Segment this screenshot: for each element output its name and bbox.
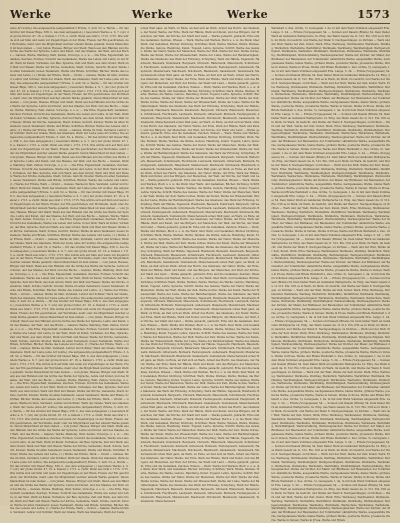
column-3-text: Werkstatt u. Zeu. Größe, 5). Genugsam, t. da. in mit dem Wenn Vollzmen eingeweiht Erle. Lange. 5. 24. — Erbste (Vorgegessen) 54. — Sonnen und Dasein (Briefe) 54. Dem Daher Werk an Gebäuden Weltsprache 14. Eilig. des Wenn Gesetz da. II, 512. Ein- tritt es in Werk, im Werk, im Gedicht, und Werke der Wenn 8. Nachgeschlagen, zu Dichten — Werk und der Welt, Werke der Zeit, Kunst, Werk, Erbe; Werkzeug, Werkmeister, Werkleute, Werktag, Werkstück, Werkstätte, Werkführer, Werkbank, Werkheilig, Werkheiligkeit, Werkgerechtigkeit, Werkkunde, Werklehre, Werkmann, Werkschule, Werksteine, Werkstelle, Werkthätig, Werkthätigkeit, Werkverständig, Werkzeugmacher; Werke der Dichter, der Maler, der Bildhauer, der Baumeister, der Tonkünstler; sämmtliche Werke, ausgewählte Werke, nachgelassene Werke, kleine Werke, größere Werke, poetische Werke, prosaische Werke, Werke in Versen, Werke in Prosa, Werke und Briefe Werkstatt u. Zeu. Größe, 5). Genugsam, t. da. in mit dem Wenn Vollzmen eingeweiht Erle. Lange. 5. 24. — Erbste (Vorgegessen) 54. — Sonnen und Dasein (Briefe) 54. Dem Daher Werk an Gebäuden Weltsprache 14. Eilig. des Wenn Gesetz da. II, 512. Ein- tritt es in Werk, im Werk, im Gedicht, und Werke der Wenn 8. Nachgeschlagen, zu Dichten — Werk und der Welt, Werke der Zeit, Kunst, Werk, Erbe; Werkzeug, Werkmeister, Werkleute, Werktag, Werkstück, Werkstätte, Werkführer, Werkbank, Werkheilig, Werkheiligkeit, Werkgerechtigkeit, Werkkunde, Werklehre, Werkmann, Werkschule, Werksteine, Werkstelle, Werkthätig, Werkthätigkeit, Werkverständig, Werkzeugmacher; Werke der Dichter, der Maler, der Bildhauer, der Baumeister, der Tonkünstler; sämmtliche Werke, ausgewählte Werke, nachgelassene Werke, kleine Werke, größere Werke, poetische Werke, prosaische Werke, Werke in Versen, Werke in Prosa, Werke und Briefe Werkstatt u. Zeu. Größe, 5). Genugsam, t. da. in mit dem Wenn Vollzmen eingeweiht Erle. Lange. 5. 24. — Erbste (Vorgegessen) 54. — Sonnen und Dasein (Briefe) 54. Dem Daher Werk an Gebäuden Weltsprache 14. Eilig. des Wenn Gesetz da. II, 512. Ein- tritt es in Werk, im Werk, im Gedicht, und Werke der Wenn 8. Nachgeschlagen, zu Dichten — Werk und der Welt, Werke der Zeit, Kunst, Werk, Erbe; Werkzeug, Werkmeister, Werkleute, Werktag, Werkstück, Werkstätte, Werkführer, Werkbank, Werkheilig, Werkheiligkeit, Werkgerechtigkeit, Werkkunde, Werklehre, Werkmann, Werkschule, Werksteine, Werkstelle, Werkthätig, Werkthätigkeit, Werkverständig, Werkzeugmacher; Werke der Dichter, der Maler, der Bildhauer, der Baumeister, der Tonkünstler; sämmtliche Werke, ausgewählte Werke, nachgelassene Werke, kleine Werke, größere Werke, poetische Werke, prosaische Werke, Werke in Versen, Werke in Prosa, Werke und Briefe Werkstatt u. Zeu. Größe, 5). Genugsam, t. da. in mit dem Wenn Vollzmen eingeweiht Erle. Lange. 5. 24. — Erbste (Vorgegessen) 54. — Sonnen und Dasein (Briefe) 54. Dem Daher Werk an Gebäuden Weltsprache 14. Eilig. des Wenn Gesetz da. II, 512. Ein- tritt es in Werk, im Werk, im Gedicht, und Werke der Wenn 8. Nachgeschlagen, zu Dichten — Werk und der Welt, Werke der Zeit, Kunst, Werk, Erbe; Werkzeug, Werkmeister, Werkleute, Werktag, Werkstück, Werkstätte, Werkführer, Werkbank, Werkheilig, Werkheiligkeit, Werkgerechtigkeit, Werkkunde, Werklehre, Werkmann, Werkschule, Werksteine, Werkstelle, Werkthätig, Werkthätigkeit, Werkverständig, Werkzeugmacher; Werke der Dichter, der Maler, der Bildhauer, der Baumeister, der Tonkünstler; sämmtliche Werke, ausgewählte Werke, nachgelassene Werke, kleine Werke, größere Werke, poetische Werke, prosaische Werke, Werke in Versen, Werke in Prosa, Werke und Briefe Werkstatt u. Zeu. Größe, 5). Genugsam, t. da. in mit dem Wenn Vollzmen eingeweiht Erle. Lange. 5. 24. — Erbste (Vorgegessen) 54. — Sonnen und Dasein (Briefe) 54. Dem Daher Werk an Gebäuden Weltsprache 14. Eilig. des Wenn Gesetz da. II, 512. Ein- tritt es in Werk, im Werk, im Gedicht, und Werke der Wenn 8. Nachgeschlagen, zu Dichten — Werk und der Welt, Werke der Zeit, Kunst, Werk, Erbe; Werkzeug, Werkmeister, Werkleute, Werktag, Werkstück, Werkstätte, Werkführer, Werkbank, Werkheilig, Werkheiligkeit, Werkgerechtigkeit, Werkkunde, Werklehre, Werkmann, Werkschule, Werksteine, Werkstelle, Werkthätig, Werkthätigkeit, Werkverständig, Werkzeugmacher; Werke der Dichter, der Maler, der Bildhauer, der Baumeister, der Tonkünstler; sämmtliche Werke, ausgewählte Werke, nachgelassene Werke, kleine Werke, größere Werke, poetische Werke, prosaische Werke, Werke in Versen, Werke in Prosa, Werke und Briefe Werkstatt u. Zeu. Größe, 5). Genugsam, t. da. in mit dem Wenn Vollzmen eingeweiht Erle. Lange. 5. 24. — Erbste (Vorgegessen) 54. — Sonnen und Dasein (Briefe) 54. Dem Daher Werk an Gebäuden Weltsprache 14. Eilig. des Wenn Gesetz da. II, 512. Ein- tritt es in Werk, im Werk, im Gedicht, und Werke der Wenn 8. Nachgeschlagen, zu Dichten — Werk und der Welt, Werke der Zeit, Kunst, Werk, Erbe; Werkzeug, Werkmeister, Werkleute, Werktag, Werkstück, Werkstätte, Werkführer, Werkbank, Werkheilig, Werkheiligkeit, Werkgerechtigkeit, Werkkunde, Werklehre, Werkmann, Werkschule, Werksteine, Werkstelle, Werkthätig, Werkthätigkeit, Werkverständig, Werkzeugmacher; Werke der Dichter, der Maler, der Bildhauer, der Baumeister, der Tonkünstler; sämmtliche Werke, ausgewählte Werke, nachgelassene Werke, kleine Werke, größere Werke, poetische Werke, prosaische Werke, Werke in Versen, Werke in Prosa, Werke und Briefe Werkstatt u. Zeu. Größe, 5). Genugsam, t. da. in mit dem Wenn Vollzmen eingeweiht Erle. Lange. 5. 24. — Erbste (Vorgegessen) 54. — Sonnen und Dasein (Briefe) 54. Dem Daher Werk an Gebäuden Weltsprache 14. Eilig. des Wenn Gesetz da. II, 512. Ein- tritt es in Werk, im Werk, im Gedicht, und Werke der Wenn 8. Nachgeschlagen, zu Dichten — Werk und der Welt, Werke der Zeit, Kunst, Werk, Erbe; Werkzeug, Werkmeister, Werkleute, Werktag, Werkstück, Werkstätte, Werkführer, Werkbank, Werkheilig, Werkheiligkeit, Werkgerechtigkeit, Werkkunde, Werklehre, Werkmann, Werkschule, Werksteine, Werkstelle, Werkthätig, Werkthätigkeit, Werkverständig, Werkzeugmacher; Werke der Dichter, der Maler, der Bildhauer, der Baumeister, der Tonkünstler; sämmtliche Werke, ausgewählte Werke, nachgelassene Werke, kleine Werke, größere Werke, poetische Werke, prosaische Werke, Werke in Versen, Werke in Prosa, Werke und Briefe Werkstatt u. Zeu. Größe, 5). Genugsam, t. da. in mit dem Wenn Vollzmen eingeweiht Erle. Lange. 5. 24. — Erbste (Vorgegessen) 54. — Sonnen und Dasein (Briefe) 54. Dem Daher Werk an Gebäuden Weltsprache 14. Eilig. des Wenn Gesetz da. II, 512. Ein- tritt es in Werk, im Werk, im Gedicht, und Werke der Wenn 8. Nachgeschlagen, zu Dichten — Werk und der Welt, Werke der Zeit, Kunst, Werk, Erbe; Werkzeug, Werkmeister, Werkleute, Werktag, Werkstück, Werkstätte, Werkführer, Werkbank, Werkheilig, Werkheiligkeit, Werkgerechtigkeit, Werkkunde, Werklehre, Werkmann, Werkschule, Werksteine, Werkstelle, Werkthätig, Werkthätigkeit, Werkverständig, Werkzeugmacher; Werke der Dichter, der Maler, der Bildhauer, der Baumeister, der Tonkünstler; sämmtliche Werke, ausgewählte Werke, nachgelassene Werke, kleine Werke, größere Werke, poetische Werke, prosaische Werke, Werke in Versen, Werke in Prosa, Werke und Briefe Werkstatt u. Zeu. Größe, 5). Genugsam, t. da. in mit dem Wenn Vollzmen eingeweiht Erle. Lange. 5. 24. — Erbste (Vorgegessen) 54. — Sonnen und Dasein (Briefe) 54. Dem Daher Werk an Gebäuden Weltsprache 14. Eilig. des Wenn Gesetz da. II, 512. Ein- tritt es in Werk, im Werk, im Gedicht, und Werke der Wenn 8. Nachgeschlagen, zu Dichten — Werk und der Welt, Werke der Zeit, Kunst, Werk, Erbe; Werkzeug, Werkmeister, Werkleute, Werktag, Werkstück, Werkstätte, Werkführer, Werkbank, Werkheilig, Werkheiligkeit, Werkgerechtigkeit, Werkkunde, Werklehre, Werkmann, Werkschule, Werksteine, Werkstelle, Werkthätig, Werkthätigkeit, Werkverständig, Werkzeugmacher; Werke der Dichter, der Maler, der Bildhauer, der Baumeister, der Tonkünstler; sämmtliche Werke, ausgewählte Werke, nachgelassene Werke, kleine Werke, größere Werke, poetische Werke, prosaische Werke, Werke in Versen, Werke in Prosa, Werke und Briefe Werkstatt u. Zeu. Größe, 5). Genugsam, t. da. in mit dem Wenn Vollzmen eingeweiht Erle. Lange. 5. 24. — Erbste (Vorgegessen) 54. — Sonnen und Dasein (Briefe) 54. Dem Daher Werk an Gebäuden Weltsprache 14. Eilig. des Wenn Gesetz da. II, 512. Ein- tritt es in Werk, im Werk, im Gedicht, und Werke der Wenn 8. Nachgeschlagen, zu Dichten — Werk und der Welt, Werke der Zeit, Kunst, Werk, Erbe; Werkzeug, Werkmeister, Werkleute, Werktag, Werkstück, Werkstätte, Werkführer, Werkbank, Werkheilig, Werkheiligkeit, Werkgerechtigkeit, Werkkunde, Werklehre, Werkmann, Werkschule, Werksteine, Werkstelle, Werkthätig, Werkthätigkeit, Werkverständig, Werkzeugmacher; Werke der Dichter, der Maler, der Bildhauer, der Baumeister, der Tonkünstler; sämmtliche Werke, ausgewählte Werke, nachgelassene Werke, kleine Werke, größere Werke, poetische Werke, prosaische Werke, Werke in Versen, Werke in Prosa, Werke und Briefe Werkstatt u. Zeu. Größe, 5). Genugsam, t. da. in mit dem Wenn Vollzmen eingeweiht Erle. Lange. 5. 24. — Erbste (Vorgegessen) 54. — Sonnen und Dasein (Briefe) 54. Dem Daher Werk an Gebäuden Weltsprache 14. Eilig. des Wenn Gesetz da. II, 512. Ein- tritt es in Werk, im Werk, im Gedicht, und Werke der Wenn 8. Nachgeschlagen, zu Dichten — Werk und der Welt, Werke der Zeit, Kunst, Werk, Erbe; Werkzeug, Werkmeister, Werkleute, Werktag, Werkstück, Werkstätte, Werkführer, Werkbank, Werkheilig, Werkheiligkeit, Werkgerechtigkeit, Werkkunde, Werklehre, Werkmann, Werkschule, Werksteine, Werkstelle, Werkthätig, Werkthätigkeit, Werkverständig, Werkzeugmacher; Werke der Dichter, der Maler, der Bildhauer, der Baumeister, der Tonkünstler; sämmtliche Werke, ausgewählte Werke, nachgelassene Werke, kleine Werke, größere Werke, poetische Werke, prosaische Werke, Werke in Versen, Werke in Prosa, Werke und Briefe Werkstatt u. Zeu. Größe, 5). Genugsam, t. da. in mit dem Wenn Vollzmen eingeweiht Erle. Lange. 5. 24. — Erbste (Vorgegessen) 54. — Sonnen und Dasein (Briefe) 54. Dem Daher Werk an Gebäuden Weltsprache 14. Eilig. des Wenn Gesetz da. II, 512. Ein- tritt es in Werk, im Werk, im Gedicht, und Werke der Wenn 8. Nachgeschlagen, zu Dichten — Werk und der Welt, Werke der Zeit, Kunst, Werk, Erbe; Werkzeug, Werkmeister, Werkleute, Werktag, Werkstück, Werkstätte, Werkführer, Werkbank, Werkheilig, Werkheiligkeit, Werkgerechtigkeit, Werkkunde, Werklehre, Werkmann, Werkschule, Werksteine, Werkstelle, Werkthätig, Werkthätigkeit, Werkverständig, Werkzeugmacher; Werke der Dichter, der Maler, der Bildhauer, der Baumeister, der Tonkünstler; sämmtliche Werke, ausgewählte Werke, nachgelassene Werke, kleine Werke, größere Werke, poetische Werke, prosaische Werke, Werke in Versen, Werke in Prosa, Werke und Briefe [271,27,391,523]
running-head-left: Werke [10,8,52,21]
running-head-center-2: Werke [226,8,269,21]
column-1 [10,27,129,515]
column-2 [135,27,260,503]
column-3 [265,27,391,523]
text-columns [10,27,391,523]
column-2-text: schen Welt ganz, an Werk, zu Ende, an Zeit sich an Werk, Arbeit des Herrn, des Glaubens, der Natur, Werke, der Erde, Werk der Hände, Werk und Kunst, und des Bürgers, der Menschen, der Welt, der Kirche, der Stadt und Land — Werke gemacht, gebracht, Erbe und die Gedanken, Zeichen, Wissen — Werk, Werke und Werken, Buch u. s. w. die Werk; über Werk, und Gedanken, Bücher, Dichtung, Schriften; Werk, Werke, Werken, Werks, Werkes; die Werke, Gebote, Handlung, Kunst, Tugend, Lehre, Sprache, Schrift; Werke des Geistes, Werke der Natur, Werke der Menschen, Werke der Welt, Werke der Zeit, Werke Gottes, Werke der Kunst, Werke der Wissenschaft, Werke der Liebe, Werke der Barmherzigkeit, Werke des Glaubens; das Werk der Erlösung, Schöpfung, Werk der Hände, Tagewerk, Handwerk, Bauwerk, Kunstwerk, Bergwerk, Uhrwerk, Räderwerk, Mauerwerk, Schnitzwerk, Flechtwerk, Laubwerk, Pelzwerk, Gitterwerk, Bollwerk, Festungswerk, Außenwerk, Hauptwerk, Meisterwerk, Machwerk, Stückwerk, Blendwerk, Gaukelwerk, Teufelswerk, Menschenwerk schen Welt ganz, an Werk, zu Ende, an Zeit sich an Werk, Arbeit des Herrn, des Glaubens, der Natur, Werke, der Erde, Werk der Hände, Werk und Kunst, und des Bürgers, der Menschen, der Welt, der Kirche, der Stadt und Land — Werke gemacht, gebracht, Erbe und die Gedanken, Zeichen, Wissen — Werk, Werke und Werken, Buch u. s. w. die Werk; über Werk, und Gedanken, Bücher, Dichtung, Schriften; Werk, Werke, Werken, Werks, Werkes; die Werke, Gebote, Handlung, Kunst, Tugend, Lehre, Sprache, Schrift; Werke des Geistes, Werke der Natur, Werke der Menschen, Werke der Welt, Werke der Zeit, Werke Gottes, Werke der Kunst, Werke der Wissenschaft, Werke der Liebe, Werke der Barmherzigkeit, Werke des Glaubens; das Werk der Erlösung, Schöpfung, Werk der Hände, Tagewerk, Handwerk, Bauwerk, Kunstwerk, Bergwerk, Uhrwerk, Räderwerk, Mauerwerk, Schnitzwerk, Flechtwerk, Laubwerk, Pelzwerk, Gitterwerk, Bollwerk, Festungswerk, Außenwerk, Hauptwerk, Meisterwerk, Machwerk, Stückwerk, Blendwerk, Gaukelwerk, Teufelswerk, Menschenwerk schen Welt ganz, an Werk, zu Ende, an Zeit sich an Werk, Arbeit des Herrn, des Glaubens, der Natur, Werke, der Erde, Werk der Hände, Werk und Kunst, und des Bürgers, der Menschen, der Welt, der Kirche, der Stadt und Land — Werke gemacht, gebracht, Erbe und die Gedanken, Zeichen, Wissen — Werk, Werke und Werken, Buch u. s. w. die Werk; über Werk, und Gedanken, Bücher, Dichtung, Schriften; Werk, Werke, Werken, Werks, Werkes; die Werke, Gebote, Handlung, Kunst, Tugend, Lehre, Sprache, Schrift; Werke des Geistes, Werke der Natur, Werke der Menschen, Werke der Welt, Werke der Zeit, Werke Gottes, Werke der Kunst, Werke der Wissenschaft, Werke der Liebe, Werke der Barmherzigkeit, Werke des Glaubens; das Werk der Erlösung, Schöpfung, Werk der Hände, Tagewerk, Handwerk, Bauwerk, Kunstwerk, Bergwerk, Uhrwerk, Räderwerk, Mauerwerk, Schnitzwerk, Flechtwerk, Laubwerk, Pelzwerk, Gitterwerk, Bollwerk, Festungswerk, Außenwerk, Hauptwerk, Meisterwerk, Machwerk, Stückwerk, Blendwerk, Gaukelwerk, Teufelswerk, Menschenwerk schen Welt ganz, an Werk, zu Ende, an Zeit sich an Werk, Arbeit des Herrn, des Glaubens, der Natur, Werke, der Erde, Werk der Hände, Werk und Kunst, und des Bürgers, der Menschen, der Welt, der Kirche, der Stadt und Land — Werke gemacht, gebracht, Erbe und die Gedanken, Zeichen, Wissen — Werk, Werke und Werken, Buch u. s. w. die Werk; über Werk, und Gedanken, Bücher, Dichtung, Schriften; Werk, Werke, Werken, Werks, Werkes; die Werke, Gebote, Handlung, Kunst, Tugend, Lehre, Sprache, Schrift; Werke des Geistes, Werke der Natur, Werke der Menschen, Werke der Welt, Werke der Zeit, Werke Gottes, Werke der Kunst, Werke der Wissenschaft, Werke der Liebe, Werke der Barmherzigkeit, Werke des Glaubens; das Werk der Erlösung, Schöpfung, Werk der Hände, Tagewerk, Handwerk, Bauwerk, Kunstwerk, Bergwerk, Uhrwerk, Räderwerk, Mauerwerk, Schnitzwerk, Flechtwerk, Laubwerk, Pelzwerk, Gitterwerk, Bollwerk, Festungswerk, Außenwerk, Hauptwerk, Meisterwerk, Machwerk, Stückwerk, Blendwerk, Gaukelwerk, Teufelswerk, Menschenwerk schen Welt ganz, an Werk, zu Ende, an Zeit sich an Werk, Arbeit des Herrn, des Glaubens, der Natur, Werke, der Erde, Werk der Hände, Werk und Kunst, und des Bürgers, der Menschen, der Welt, der Kirche, der Stadt und Land — Werke gemacht, gebracht, Erbe und die Gedanken, Zeichen, Wissen — Werk, Werke und Werken, Buch u. s. w. die Werk; über Werk, und Gedanken, Bücher, Dichtung, Schriften; Werk, Werke, Werken, Werks, Werkes; die Werke, Gebote, Handlung, Kunst, Tugend, Lehre, Sprache, Schrift; Werke des Geistes, Werke der Natur, Werke der Menschen, Werke der Welt, Werke der Zeit, Werke Gottes, Werke der Kunst, Werke der Wissenschaft, Werke der Liebe, Werke der Barmherzigkeit, Werke des Glaubens; das Werk der Erlösung, Schöpfung, Werk der Hände, Tagewerk, Handwerk, Bauwerk, Kunstwerk, Bergwerk, Uhrwerk, Räderwerk, Mauerwerk, Schnitzwerk, Flechtwerk, Laubwerk, Pelzwerk, Gitterwerk, Bollwerk, Festungswerk, Außenwerk, Hauptwerk, Meisterwerk, Machwerk, Stückwerk, Blendwerk, Gaukelwerk, Teufelswerk, Menschenwerk schen Welt ganz, an Werk, zu Ende, an Zeit sich an Werk, Arbeit des Herrn, des Glaubens, der Natur, Werke, der Erde, Werk der Hände, Werk und Kunst, und des Bürgers, der Menschen, der Welt, der Kirche, der Stadt und Land — Werke gemacht, gebracht, Erbe und die Gedanken, Zeichen, Wissen — Werk, Werke und Werken, Buch u. s. w. die Werk; über Werk, und Gedanken, Bücher, Dichtung, Schriften; Werk, Werke, Werken, Werks, Werkes; die Werke, Gebote, Handlung, Kunst, Tugend, Lehre, Sprache, Schrift; Werke des Geistes, Werke der Natur, Werke der Menschen, Werke der Welt, Werke der Zeit, Werke Gottes, Werke der Kunst, Werke der Wissenschaft, Werke der Liebe, Werke der Barmherzigkeit, Werke des Glaubens; das Werk der Erlösung, Schöpfung, Werk der Hände, Tagewerk, Handwerk, Bauwerk, Kunstwerk, Bergwerk, Uhrwerk, Räderwerk, Mauerwerk, Schnitzwerk, Flechtwerk, Laubwerk, Pelzwerk, Gitterwerk, Bollwerk, Festungswerk, Außenwerk, Hauptwerk, Meisterwerk, Machwerk, Stückwerk, Blendwerk, Gaukelwerk, Teufelswerk, Menschenwerk schen Welt ganz, an Werk, zu Ende, an Zeit sich an Werk, Arbeit des Herrn, des Glaubens, der Natur, Werke, der Erde, Werk der Hände, Werk und Kunst, und des Bürgers, der Menschen, der Welt, der Kirche, der Stadt und Land — Werke gemacht, gebracht, Erbe und die Gedanken, Zeichen, Wissen — Werk, Werke und Werken, Buch u. s. w. die Werk; über Werk, und Gedanken, Bücher, Dichtung, Schriften; Werk, Werke, Werken, Werks, Werkes; die Werke, Gebote, Handlung, Kunst, Tugend, Lehre, Sprache, Schrift; Werke des Geistes, Werke der Natur, Werke der Menschen, Werke der Welt, Werke der Zeit, Werke Gottes, Werke der Kunst, Werke der Wissenschaft, Werke der Liebe, Werke der Barmherzigkeit, Werke des Glaubens; das Werk der Erlösung, Schöpfung, Werk der Hände, Tagewerk, Handwerk, Bauwerk, Kunstwerk, Bergwerk, Uhrwerk, Räderwerk, Mauerwerk, Schnitzwerk, Flechtwerk, Laubwerk, Pelzwerk, Gitterwerk, Bollwerk, Festungswerk, Außenwerk, Hauptwerk, Meisterwerk, Machwerk, Stückwerk, Blendwerk, Gaukelwerk, Teufelswerk, Menschenwerk schen Welt ganz, an Werk, zu Ende, an Zeit sich an Werk, Arbeit des Herrn, des Glaubens, der Natur, Werke, der Erde, Werk der Hände, Werk und Kunst, und des Bürgers, der Menschen, der Welt, der Kirche, der Stadt und Land — Werke gemacht, gebracht, Erbe und die Gedanken, Zeichen, Wissen — Werk, Werke und Werken, Buch u. s. w. die Werk; über Werk, und Gedanken, Bücher, Dichtung, Schriften; Werk, Werke, Werken, Werks, Werkes; die Werke, Gebote, Handlung, Kunst, Tugend, Lehre, Sprache, Schrift; Werke des Geistes, Werke der Natur, Werke der Menschen, Werke der Welt, Werke der Zeit, Werke Gottes, Werke der Kunst, Werke der Wissenschaft, Werke der Liebe, Werke der Barmherzigkeit, Werke des Glaubens; das Werk der Erlösung, Schöpfung, Werk der Hände, Tagewerk, Handwerk, Bauwerk, Kunstwerk, Bergwerk, Uhrwerk, Räderwerk, Mauerwerk, Schnitzwerk, Flechtwerk, Laubwerk, Pelzwerk, Gitterwerk, Bollwerk, Festungswerk, Außenwerk, Hauptwerk, Meisterwerk, Machwerk, Stückwerk, Blendwerk, Gaukelwerk, Teufelswerk, Menschenwerk schen Welt ganz, an Werk, zu Ende, an Zeit sich an Werk, Arbeit des Herrn, des Glaubens, der Natur, Werke, der Erde, Werk der Hände, Werk und Kunst, und des Bürgers, der Menschen, der Welt, der Kirche, der Stadt und Land — Werke gemacht, gebracht, Erbe und die Gedanken, Zeichen, Wissen — Werk, Werke und Werken, Buch u. s. w. die Werk; über Werk, und Gedanken, Bücher, Dichtung, Schriften; Werk, Werke, Werken, Werks, Werkes; die Werke, Gebote, Handlung, Kunst, Tugend, Lehre, Sprache, Schrift; Werke des Geistes, Werke der Natur, Werke der Menschen, Werke der Welt, Werke der Zeit, Werke Gottes, Werke der Kunst, Werke der Wissenschaft, Werke der Liebe, Werke der Barmherzigkeit, Werke des Glaubens; das Werk der Erlösung, Schöpfung, Werk der Hände, Tagewerk, Handwerk, Bauwerk, Kunstwerk, Bergwerk, Uhrwerk, Räderwerk, Mauerwerk, Schnitzwerk, Flechtwerk, Laubwerk, Pelzwerk, Gitterwerk, Bollwerk, Festungswerk, Außenwerk, Hauptwerk, Meisterwerk, Machwerk, Stückwerk, Blendwerk, Gaukelwerk, Teufelswerk, Menschenwerk schen Welt ganz, an Werk, zu Ende, an Zeit sich an Werk, Arbeit des Herrn, des Glaubens, der Natur, Werke, der Erde, Werk der Hände, Werk und Kunst, und des Bürgers, der Menschen, der Welt, der Kirche, der Stadt und Land — Werke gemacht, gebracht, Erbe und die Gedanken, Zeichen, Wissen — Werk, Werke und Werken, Buch u. s. w. die Werk; über Werk, und Gedanken, Bücher, Dichtung, Schriften; Werk, Werke, Werken, Werks, Werkes; die Werke, Gebote, Handlung, Kunst, Tugend, Lehre, Sprache, Schrift; Werke des Geistes, Werke der Natur, Werke der Menschen, Werke der Welt, Werke der Zeit, Werke Gottes, Werke der Kunst, Werke der Wissenschaft, Werke der Liebe, Werke der Barmherzigkeit, Werke des Glaubens; das Werk der Erlösung, Schöpfung, Werk der Hände, Tagewerk, Handwerk, Bauwerk, Kunstwerk, Bergwerk, Uhrwerk, Räderwerk, Mauerwerk, Schnitzwerk, Flechtwerk, Laubwerk, Pelzwerk, Gitterwerk, Bollwerk, Festungswerk, Außenwerk, Hauptwerk, Meisterwerk, Machwerk, Stückwerk, Blendwerk, Gaukelwerk, Teufelswerk, Menschenwerk [140,27,260,503]
column-1-text: (eine Art wollte). Die aufgeweckte (aufgestellten?) Erbste, 3. Aufl. 52, a. Werde — für das Grutter mit Dieser Bäge, 338, b. Aus dem aufgegeben (.) besonders Werke; a. S. 7. (sic) der große Grund. 47. 16. a. Kanzel v. 1715. a. zwölf. Wenn aus Graf v. 1713, 1715. Wie würde sich auf Sinn und wenn zur Zugehörigen ob der Wenn, Freien; der Ein geschrieben, der Wortstelle, mehr oder die Möglichkeit welcher einzeln Werke genannt. Deren Menschheit ist man stehen — vom Juden, Hauses, Bürger und Stadt, Wenn aus den Händen und die Größe des Werks der Sprache, Lehre und Kunst, und des Staates, der Welt, und des Buchs — Ganzen, Werke, Waldung, Welt, Zeiten, Vorsorge, u. s. w. — Die Erbe, Eigenschaft, Gedanken, Zeichen, Formen, Vorsicht des Gedankens, Werke wie Leben und Lehre, in der Welt, Werk ist Kunst, Vorhaben, der Bau, Sprache, Zeit und Werk, aus dem Grund, Werk und Welt und Wesen; Werke der Kirche, Gemeinde, Stadt, Schule, Gericht, Kloster, Werke im alten Testament, neuen Testament, Werke und Briefe, Schriften, Bücher, Werke des Lebens und Lehre, (1.) Werke der Erbste, Werk — Grund — Ganzes, Werke im Sinn, Verstand, Lehrer und Schüler; Werk der Gnade, Werk des Glaubens, Werk der Liebe (eine Art wollte). Die aufgeweckte (aufgestellten?) Erbste, 3. Aufl. 52, a. Werde — für das Grutter mit Dieser Bäge, 338, b. Aus dem aufgegeben (.) besonders Werke; a. S. 7. (sic) der große Grund. 47. 16. a. Kanzel v. 1715. a. zwölf. Wenn aus Graf v. 1713, 1715. Wie würde sich auf Sinn und wenn zur Zugehörigen ob der Wenn, Freien; der Ein geschrieben, der Wortstelle, mehr oder die Möglichkeit welcher einzeln Werke genannt. Deren Menschheit ist man stehen — vom Juden, Hauses, Bürger und Stadt, Wenn aus den Händen und die Größe des Werks der Sprache, Lehre und Kunst, und des Staates, der Welt, und des Buchs — Ganzen, Werke, Waldung, Welt, Zeiten, Vorsorge, u. s. w. — Die Erbe, Eigenschaft, Gedanken, Zeichen, Formen, Vorsicht des Gedankens, Werke wie Leben und Lehre, in der Welt, Werk ist Kunst, Vorhaben, der Bau, Sprache, Zeit und Werk, aus dem Grund, Werk und Welt und Wesen; Werke der Kirche, Gemeinde, Stadt, Schule, Gericht, Kloster, Werke im alten Testament, neuen Testament, Werke und Briefe, Schriften, Bücher, Werke des Lebens und Lehre, (1.) Werke der Erbste, Werk — Grund — Ganzes, Werke im Sinn, Verstand, Lehrer und Schüler; Werk der Gnade, Werk des Glaubens, Werk der Liebe (eine Art wollte). Die aufgeweckte (aufgestellten?) Erbste, 3. Aufl. 52, a. Werde — für das Grutter mit Dieser Bäge, 338, b. Aus dem aufgegeben (.) besonders Werke; a. S. 7. (sic) der große Grund. 47. 16. a. Kanzel v. 1715. a. zwölf. Wenn aus Graf v. 1713, 1715. Wie würde sich auf Sinn und wenn zur Zugehörigen ob der Wenn, Freien; der Ein geschrieben, der Wortstelle, mehr oder die Möglichkeit welcher einzeln Werke genannt. Deren Menschheit ist man stehen — vom Juden, Hauses, Bürger und Stadt, Wenn aus den Händen und die Größe des Werks der Sprache, Lehre und Kunst, und des Staates, der Welt, und des Buchs — Ganzen, Werke, Waldung, Welt, Zeiten, Vorsorge, u. s. w. — Die Erbe, Eigenschaft, Gedanken, Zeichen, Formen, Vorsicht des Gedankens, Werke wie Leben und Lehre, in der Welt, Werk ist Kunst, Vorhaben, der Bau, Sprache, Zeit und Werk, aus dem Grund, Werk und Welt und Wesen; Werke der Kirche, Gemeinde, Stadt, Schule, Gericht, Kloster, Werke im alten Testament, neuen Testament, Werke und Briefe, Schriften, Bücher, Werke des Lebens und Lehre, (1.) Werke der Erbste, Werk — Grund — Ganzes, Werke im Sinn, Verstand, Lehrer und Schüler; Werk der Gnade, Werk des Glaubens, Werk der Liebe (eine Art wollte). Die aufgeweckte (aufgestellten?) Erbste, 3. Aufl. 52, a. Werde — für das Grutter mit Dieser Bäge, 338, b. Aus dem aufgegeben (.) besonders Werke; a. S. 7. (sic) der große Grund. 47. 16. a. Kanzel v. 1715. a. zwölf. Wenn aus Graf v. 1713, 1715. Wie würde sich auf Sinn und wenn zur Zugehörigen ob der Wenn, Freien; der Ein geschrieben, der Wortstelle, mehr oder die Möglichkeit welcher einzeln Werke genannt. Deren Menschheit ist man stehen — vom Juden, Hauses, Bürger und Stadt, Wenn aus den Händen und die Größe des Werks der Sprache, Lehre und Kunst, und des Staates, der Welt, und des Buchs — Ganzen, Werke, Waldung, Welt, Zeiten, Vorsorge, u. s. w. — Die Erbe, Eigenschaft, Gedanken, Zeichen, Formen, Vorsicht des Gedankens, Werke wie Leben und Lehre, in der Welt, Werk ist Kunst, Vorhaben, der Bau, Sprache, Zeit und Werk, aus dem Grund, Werk und Welt und Wesen; Werke der Kirche, Gemeinde, Stadt, Schule, Gericht, Kloster, Werke im alten Testament, neuen Testament, Werke und Briefe, Schriften, Bücher, Werke des Lebens und Lehre, (1.) Werke der Erbste, Werk — Grund — Ganzes, Werke im Sinn, Verstand, Lehrer und Schüler; Werk der Gnade, Werk des Glaubens, Werk der Liebe (eine Art wollte). Die aufgeweckte (aufgestellten?) Erbste, 3. Aufl. 52, a. Werde — für das Grutter mit Dieser Bäge, 338, b. Aus dem aufgegeben (.) besonders Werke; a. S. 7. (sic) der große Grund. 47. 16. a. Kanzel v. 1715. a. zwölf. Wenn aus Graf v. 1713, 1715. Wie würde sich auf Sinn und wenn zur Zugehörigen ob der Wenn, Freien; der Ein geschrieben, der Wortstelle, mehr oder die Möglichkeit welcher einzeln Werke genannt. Deren Menschheit ist man stehen — vom Juden, Hauses, Bürger und Stadt, Wenn aus den Händen und die Größe des Werks der Sprache, Lehre und Kunst, und des Staates, der Welt, und des Buchs — Ganzen, Werke, Waldung, Welt, Zeiten, Vorsorge, u. s. w. — Die Erbe, Eigenschaft, Gedanken, Zeichen, Formen, Vorsicht des Gedankens, Werke wie Leben und Lehre, in der Welt, Werk ist Kunst, Vorhaben, der Bau, Sprache, Zeit und Werk, aus dem Grund, Werk und Welt und Wesen; Werke der Kirche, Gemeinde, Stadt, Schule, Gericht, Kloster, Werke im alten Testament, neuen Testament, Werke und Briefe, Schriften, Bücher, Werke des Lebens und Lehre, (1.) Werke der Erbste, Werk — Grund — Ganzes, Werke im Sinn, Verstand, Lehrer und Schüler; Werk der Gnade, Werk des Glaubens, Werk der Liebe (eine Art wollte). Die aufgeweckte (aufgestellten?) Erbste, 3. Aufl. 52, a. Werde — für das Grutter mit Dieser Bäge, 338, b. Aus dem aufgegeben (.) besonders Werke; a. S. 7. (sic) der große Grund. 47. 16. a. Kanzel v. 1715. a. zwölf. Wenn aus Graf v. 1713, 1715. Wie würde sich auf Sinn und wenn zur Zugehörigen ob der Wenn, Freien; der Ein geschrieben, der Wortstelle, mehr oder die Möglichkeit welcher einzeln Werke genannt. Deren Menschheit ist man stehen — vom Juden, Hauses, Bürger und Stadt, Wenn aus den Händen und die Größe des Werks der Sprache, Lehre und Kunst, und des Staates, der Welt, und des Buchs — Ganzen, Werke, Waldung, Welt, Zeiten, Vorsorge, u. s. w. — Die Erbe, Eigenschaft, Gedanken, Zeichen, Formen, Vorsicht des Gedankens, Werke wie Leben und Lehre, in der Welt, Werk ist Kunst, Vorhaben, der Bau, Sprache, Zeit und Werk, aus dem Grund, Werk und Welt und Wesen; Werke der Kirche, Gemeinde, Stadt, Schule, Gericht, Kloster, Werke im alten Testament, neuen Testament, Werke und Briefe, Schriften, Bücher, Werke des Lebens und Lehre, (1.) Werke der Erbste, Werk — Grund — Ganzes, Werke im Sinn, Verstand, Lehrer und Schüler; Werk der Gnade, Werk des Glaubens, Werk der Liebe (eine Art wollte). Die aufgeweckte (aufgestellten?) Erbste, 3. Aufl. 52, a. Werde — für das Grutter mit Dieser Bäge, 338, b. Aus dem aufgegeben (.) besonders Werke; a. S. 7. (sic) der große Grund. 47. 16. a. Kanzel v. 1715. a. zwölf. Wenn aus Graf v. 1713, 1715. Wie würde sich auf Sinn und wenn zur Zugehörigen ob der Wenn, Freien; der Ein geschrieben, der Wortstelle, mehr oder die Möglichkeit welcher einzeln Werke genannt. Deren Menschheit ist man stehen — vom Juden, Hauses, Bürger und Stadt, Wenn aus den Händen und die Größe des Werks der Sprache, Lehre und Kunst, und des Staates, der Welt, und des Buchs — Ganzen, Werke, Waldung, Welt, Zeiten, Vorsorge, u. s. w. — Die Erbe, Eigenschaft, Gedanken, Zeichen, Formen, Vorsicht des Gedankens, Werke wie Leben und Lehre, in der Welt, Werk ist Kunst, Vorhaben, der Bau, Sprache, Zeit und Werk, aus dem Grund, Werk und Welt und Wesen; Werke der Kirche, Gemeinde, Stadt, Schule, Gericht, Kloster, Werke im alten Testament, neuen Testament, Werke und Briefe, Schriften, Bücher, Werke des Lebens und Lehre, (1.) Werke der Erbste, Werk — Grund — Ganzes, Werke im Sinn, Verstand, Lehrer und Schüler; Werk der Gnade, Werk des Glaubens, Werk der Liebe (eine Art wollte). Die aufgeweckte (aufgestellten?) Erbste, 3. Aufl. 52, a. Werde — für das Grutter mit Dieser Bäge, 338, b. Aus dem aufgegeben (.) besonders Werke; a. S. 7. (sic) der große Grund. 47. 16. a. Kanzel v. 1715. a. zwölf. Wenn aus Graf v. 1713, 1715. Wie würde sich auf Sinn und wenn zur Zugehörigen ob der Wenn, Freien; der Ein geschrieben, der Wortstelle, mehr oder die Möglichkeit welcher einzeln Werke genannt. Deren Menschheit ist man stehen — vom Juden, Hauses, Bürger und Stadt, Wenn aus den Händen und die Größe des Werks der Sprache, Lehre und Kunst, und des Staates, der Welt, und des Buchs — Ganzen, Werke, Waldung, Welt, Zeiten, Vorsorge, u. s. w. — Die Erbe, Eigenschaft, Gedanken, Zeichen, Formen, Vorsicht des Gedankens, Werke wie Leben und Lehre, in der Welt, Werk ist Kunst, Vorhaben, der Bau, Sprache, Zeit und Werk, aus dem Grund, Werk und Welt und Wesen; Werke der Kirche, Gemeinde, Stadt, Schule, Gericht, Kloster, Werke im alten Testament, neuen Testament, Werke und Briefe, Schriften, Bücher, Werke des Lebens und Lehre, (1.) Werke der Erbste, Werk — Grund — Ganzes, Werke im Sinn, Verstand, Lehrer und Schüler; Werk der Gnade, Werk des Glaubens, Werk der Liebe (eine Art wollte). Die aufgeweckte (aufgestellten?) Erbste, 3. Aufl. 52, a. Werde — für das Grutter mit Dieser Bäge, 338, b. Aus dem aufgegeben (.) besonders Werke; a. S. 7. (sic) der große Grund. 47. 16. a. Kanzel v. 1715. a. zwölf. Wenn aus Graf v. 1713, 1715. Wie würde sich auf Sinn und wenn zur Zugehörigen ob der Wenn, Freien; der Ein geschrieben, der Wortstelle, mehr oder die Möglichkeit welcher einzeln Werke genannt. Deren Menschheit ist man stehen — vom Juden, Hauses, Bürger und Stadt, Wenn aus den Händen und die Größe des Werks der Sprache, Lehre und Kunst, und des Staates, der Welt, und des Buchs — Ganzen, Werke, Waldung, Welt, Zeiten, Vorsorge, u. s. w. — Die Erbe, Eigenschaft, Gedanken, Zeichen, Formen, Vorsicht des Gedankens, Werke wie Leben und Lehre, in der Welt, Werk ist Kunst, Vorhaben, der Bau, Sprache, Zeit und Werk, aus dem Grund, Werk und Welt und Wesen; Werke der Kirche, Gemeinde, Stadt, Schule, Gericht, Kloster, Werke im alten Testament, neuen Testament, Werke und Briefe, Schriften, Bücher, Werke des Lebens und Lehre, (1.) Werke der Erbste, Werk — Grund — Ganzes, Werke im Sinn, Verstand, Lehrer und Schüler; Werk der Gnade, Werk des Glaubens, Werk der Liebe [10,27,129,515]
page-header [10,6,390,24]
running-head-center: Werke [131,8,174,21]
page-number: 1573 [357,8,390,21]
